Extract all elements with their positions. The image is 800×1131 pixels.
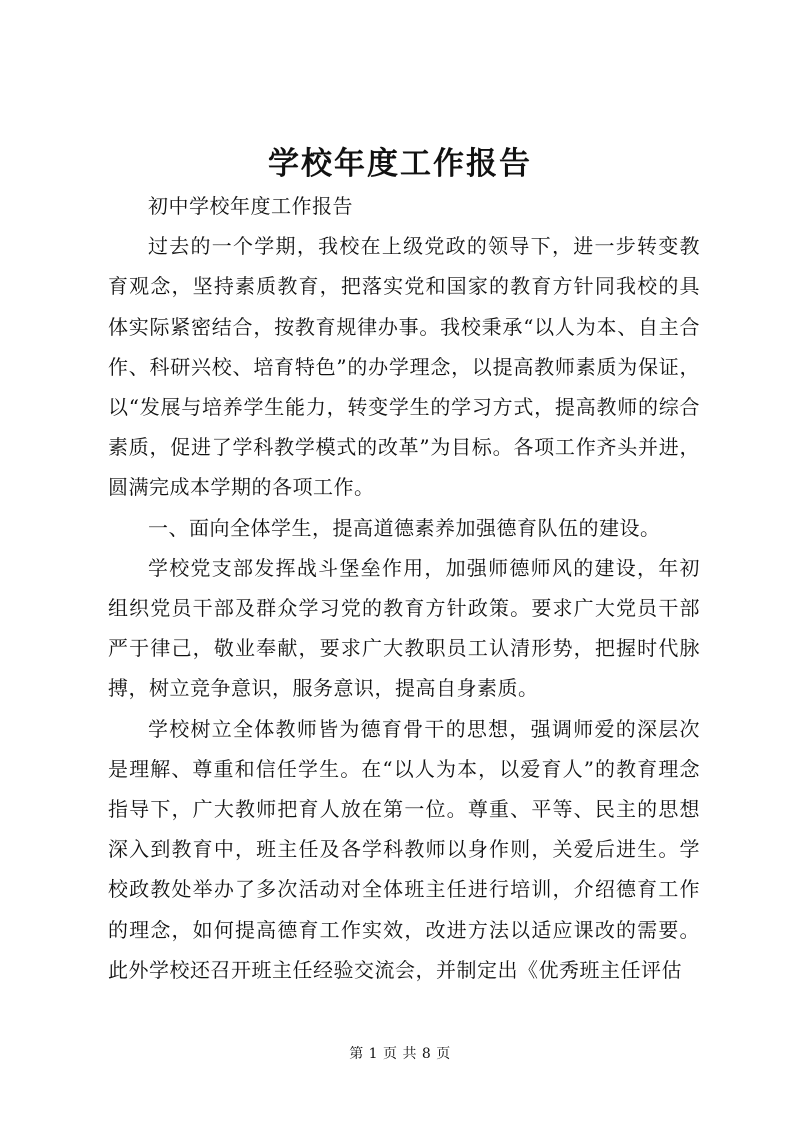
body-paragraph: 学校党支部发挥战斗堡垒作用，加强师德师风的建设，年初组织党员干部及群众学习党的教育方针政策。要求广大党员干部严于律己，敬业奉献，要求广大教职员工认清形势，把握时代脉搏，树立竞争意识，服务意识，提高自身素质。 <box>108 555 700 701</box>
section-heading: 一、面向全体学生，提高道德素养加强德育队伍的建设。 <box>148 515 661 540</box>
document-title: 学校年度工作报告 <box>268 146 532 182</box>
intro-paragraph: 过去的一个学期，我校在上级党政的领导下，进一步转变教育观念，坚持素质教育，把落实党和国家的教育方针同我校的具体实际紧密结合，按教育规律办事。我校秉承“以人为本、自主合作、科研兴校、培育特色”的办学理念，以提高教师素质为保证，以“发展与培养学生能力，转变学生的学习方式，提高教师的综合素质，促进了学科教学模式的改革”为目标。各项工作齐头并进，圆满完成本学期的各项工作。 <box>108 234 700 500</box>
page-footer: 第 1 页 共 8 页 <box>349 1046 451 1062</box>
body-paragraph: 学校树立全体教师皆为德育骨干的思想，强调师爱的深层次是理解、尊重和信任学生。在“以人为本，以爱育人”的教育理念指导下，广大教师把育人放在第一位。尊重、平等、民主的思想深入到教育中，班主任及各学科教师以身作则，关爱后进生。学校政教处举办了多次活动对全体班主任进行培训，介绍德育工作的理念，如何提高德育工作实效，改进方法以适应课改的需要。此外学校还召开班主任经验交流会，并制定出《优秀班主任评估 <box>108 716 700 982</box>
subtitle-paragraph: 初中学校年度工作报告 <box>148 194 353 218</box>
document-body <box>108 186 700 990</box>
